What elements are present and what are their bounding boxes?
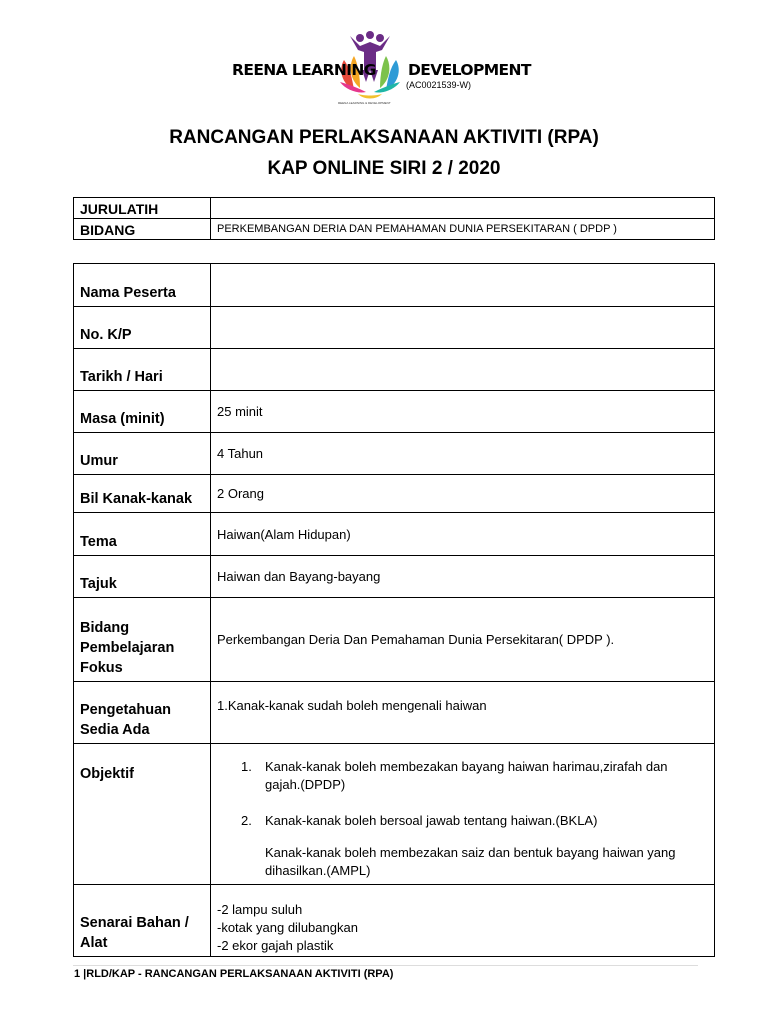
logo-text-right: DEVELOPMENT xyxy=(408,61,531,79)
bidang-label-line1: Bidang xyxy=(80,620,130,636)
footer-divider xyxy=(73,965,698,966)
list-item xyxy=(217,812,708,830)
umur-label: Umur xyxy=(74,433,211,475)
tema-value: Haiwan(Alam Hidupan) xyxy=(211,513,715,556)
table-row xyxy=(74,264,715,307)
objektif-text: Kanak-kanak boleh membezakan bayang haiwan harimau,zirafah dan xyxy=(265,759,668,774)
table-row xyxy=(74,513,715,556)
activity-plan-table xyxy=(73,263,715,957)
table-row xyxy=(74,744,715,885)
bahan-label-line1: Senarai Bahan / xyxy=(80,915,189,931)
objektif-text: gajah.(DPDP) xyxy=(265,777,346,792)
objektif-value xyxy=(211,744,715,885)
tarikh-hari-value xyxy=(211,349,715,391)
table-row xyxy=(74,598,715,682)
nama-peserta-value xyxy=(211,264,715,307)
bidang-label-line3: Fokus xyxy=(80,660,123,676)
bahan-label-line2: Alat xyxy=(80,935,108,951)
table-row xyxy=(74,307,715,349)
bil-kanak-label: Bil Kanak-kanak xyxy=(74,475,211,513)
document-title: RANCANGAN PERLAKSANAAN AKTIVITI (RPA) xyxy=(169,127,599,148)
umur-value: 4 Tahun xyxy=(211,433,715,475)
objektif-number: 2. xyxy=(241,813,252,828)
logo-text-left: REENA LEARNING xyxy=(232,61,376,79)
pengetahuan-value: 1.Kanak-kanak sudah boleh mengenali haiwan xyxy=(211,682,715,744)
no-kp-label: No. K/P xyxy=(74,307,211,349)
objektif-extra-line1: Kanak-kanak boleh membezakan saiz dan bentuk bayang haiwan yang xyxy=(265,845,676,860)
bidang-value: PERKEMBANGAN DERIA DAN PEMAHAMAN DUNIA PERSEKITARAN ( DPDP ) xyxy=(211,219,715,240)
table-row xyxy=(74,556,715,598)
page-footer: 1 |RLD/KAP - RANCANGAN PERLAKSANAAN AKTIVITI (RPA) xyxy=(74,968,394,980)
tema-label: Tema xyxy=(74,513,211,556)
bahan-item: -kotak yang dilubangkan xyxy=(217,920,358,935)
objektif-extra xyxy=(217,844,708,884)
objektif-number: 1. xyxy=(241,759,252,774)
senarai-bahan-value xyxy=(211,885,715,957)
bahan-item: -2 lampu suluh xyxy=(217,902,303,917)
bahan-item: -2 ekor gajah plastik xyxy=(217,938,334,953)
table-row xyxy=(74,885,715,957)
table-row xyxy=(74,349,715,391)
bidang-label: BIDANG xyxy=(74,219,211,240)
list-item xyxy=(217,758,708,794)
masa-label: Masa (minit) xyxy=(74,391,211,433)
jurulatih-value xyxy=(211,198,715,219)
logo-registration-number: (AC0021539-W) xyxy=(406,80,472,90)
objektif-list xyxy=(217,744,708,830)
header-table xyxy=(73,197,715,240)
company-logo xyxy=(228,30,531,110)
jurulatih-label: JURULATIH xyxy=(74,198,211,219)
pengetahuan-label-line2: Sedia Ada xyxy=(80,722,150,738)
tajuk-label: Tajuk xyxy=(74,556,211,598)
bidang-pembelajaran-label xyxy=(74,598,211,682)
table-row xyxy=(74,433,715,475)
nama-peserta-label: Nama Peserta xyxy=(74,264,211,307)
no-kp-value xyxy=(211,307,715,349)
document-subtitle: KAP ONLINE SIRI 2 / 2020 xyxy=(267,158,501,179)
tajuk-value: Haiwan dan Bayang-bayang xyxy=(211,556,715,598)
table-row xyxy=(74,475,715,513)
table-row xyxy=(74,391,715,433)
objektif-extra-line2: dihasilkan.(AMPL) xyxy=(265,863,371,878)
bidang-pembelajaran-value: Perkembangan Deria Dan Pemahaman Dunia Persekitaran( DPDP ). xyxy=(211,598,715,682)
objektif-text: Kanak-kanak boleh bersoal jawab tentang haiwan.(BKLA) xyxy=(265,813,598,828)
bidang-label-line2: Pembelajaran xyxy=(80,640,175,656)
objektif-label: Objektif xyxy=(74,744,211,885)
senarai-bahan-label xyxy=(74,885,211,957)
table-row xyxy=(74,198,715,219)
table-row xyxy=(74,682,715,744)
bil-kanak-value: 2 Orang xyxy=(211,475,715,513)
pengetahuan-label xyxy=(74,682,211,744)
tarikh-hari-label: Tarikh / Hari xyxy=(74,349,211,391)
masa-value: 25 minit xyxy=(211,391,715,433)
pengetahuan-label-line1: Pengetahuan xyxy=(80,702,172,718)
logo-tagline: REENA LEARNING & DEVELOPMENT xyxy=(338,101,391,105)
table-row xyxy=(74,219,715,240)
